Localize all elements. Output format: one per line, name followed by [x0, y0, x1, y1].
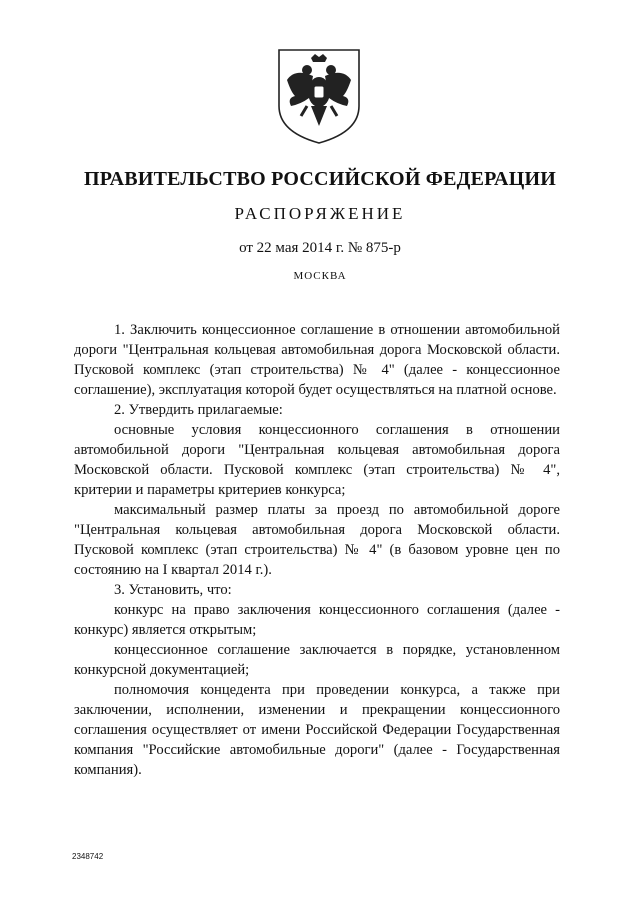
paragraph-2: 2. Утвердить прилагаемые:: [114, 402, 283, 418]
document-date-number: от 22 мая 2014 г. № 875-р: [239, 240, 401, 256]
document-city: МОСКВА: [293, 270, 347, 282]
document-type: РАСПОРЯЖЕНИЕ: [234, 204, 406, 223]
paragraph-1: 1. Заключить концессионное соглашение в отношении автомобильной дороги "Центральная кольцевая автомобильная дорога Московской области. Пусковой комплекс (этап строительства) № 4" (далее - концессионное соглашение), эксплуатация которой будет осуществляться на платной основе.: [74, 322, 560, 398]
document-body: [74, 320, 560, 780]
document-id: 2348742: [72, 852, 104, 861]
paragraph-8: полномочия концедента при проведении конкурса, а также при заключении, исполнении, изменении и прекращении концессионного соглашения осуществляет от имени Российской Федерации Государственная компания "Российские автомобильные дороги" (далее - Государственная компания).: [74, 682, 560, 778]
paragraph-7: концессионное соглашение заключается в порядке, установленном конкурсной документацией;: [74, 642, 560, 678]
paragraph-5: 3. Установить, что:: [114, 582, 232, 598]
paragraph-4: максимальный размер платы за проезд по автомобильной дороге "Центральная кольцевая автомобильная дорога Московской области. Пусковой комплекс (этап строительства) № 4" (в базовом уровне цен по состоянию на I квартал 2014 г.).: [74, 502, 560, 578]
paragraph-3: основные условия концессионного соглашения в отношении автомобильной дороги "Центральная кольцевая автомобильная дорога Московской области. Пусковой комплекс (этап строительства) № 4", критерии и параметры критериев конкурса;: [74, 422, 560, 498]
coat-of-arms-icon: [273, 46, 365, 146]
paragraph-6: конкурс на право заключения концессионного соглашения (далее - конкурс) является открытым;: [74, 602, 560, 638]
org-title: ПРАВИТЕЛЬСТВО РОССИЙСКОЙ ФЕДЕРАЦИИ: [84, 168, 556, 190]
